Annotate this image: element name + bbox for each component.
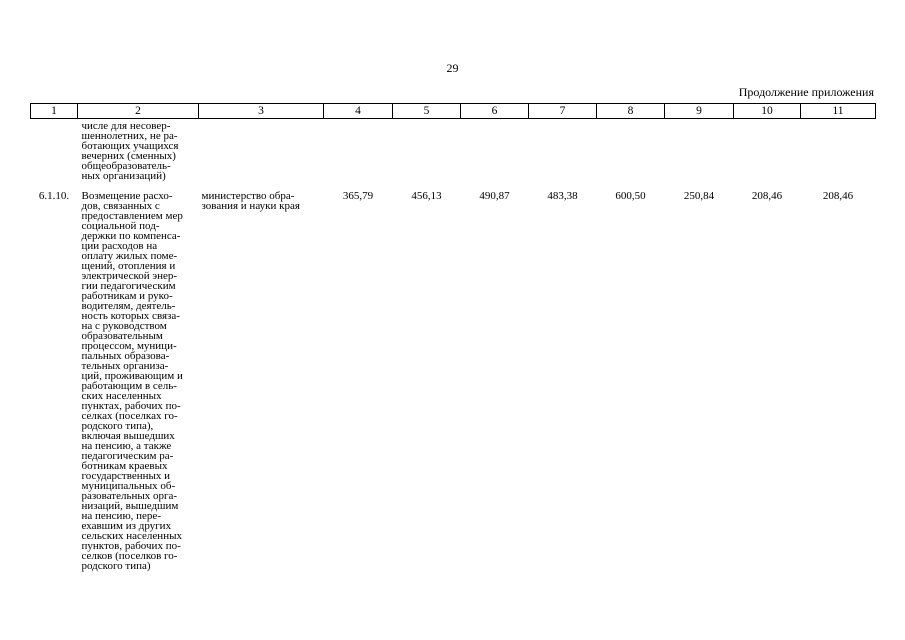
row-value: 208,46: [822, 190, 854, 202]
row-value: 600,50: [615, 190, 646, 202]
column-header: 1: [31, 104, 78, 119]
column-header: 10: [734, 104, 801, 119]
column-header: 5: [393, 104, 461, 119]
column-header-row: [31, 104, 876, 119]
column-header: 9: [665, 104, 734, 119]
column-header: 2: [78, 104, 199, 119]
row-value: 365,79: [342, 190, 374, 202]
column-header: 8: [597, 104, 665, 119]
table-row-continued: [31, 119, 876, 182]
table-row: [31, 181, 876, 571]
row-value: 490,87: [479, 190, 510, 202]
row-value: 208,46: [751, 190, 783, 202]
continuation-label: Продолжение приложения: [738, 85, 874, 99]
column-header: 11: [801, 104, 876, 119]
column-header: 3: [199, 104, 324, 119]
row-value: 250,84: [683, 190, 715, 202]
row-value: 456,13: [411, 190, 442, 202]
row-agency: министерство обра- зования и науки края: [201, 190, 300, 212]
appendix-table: [30, 103, 876, 571]
column-header: 6: [461, 104, 529, 119]
column-header: 4: [324, 104, 393, 119]
row-number: 6.1.10.: [38, 190, 70, 202]
row-description: Возмещение расхо- дов, связанных с предоставлением мер социальной под- держки по компенса- ции расходов на оплату жилых поме- щений, отопления и электрической энер- гии педагогическим работникам и руко- водителям, деятель- ность которых связа- на с руководством образовательным процессом, муници- пальных образова- тельных организа- ций, проживающим и работающим в сель- ских населенных пунктах, рабочих по- селках (поселках го- родского типа), включая вышедших на пенсию, а также педагогическим ра- ботникам краевых государственных и муниципальных об- разовательных орга- низаций, вышедшим на пенсию, пере- ехавшим из других сельских населенных пунктов, рабочих по- селков (поселков го- родского типа): [81, 190, 183, 572]
page-number: 29: [446, 61, 459, 75]
row-value: 483,38: [547, 190, 578, 202]
column-header: 7: [529, 104, 597, 119]
row-description: числе для несовер- шеннолетних, не ра- ботающих учащихся вечерних (сменных) общеобразователь- ных организаций): [81, 120, 179, 182]
